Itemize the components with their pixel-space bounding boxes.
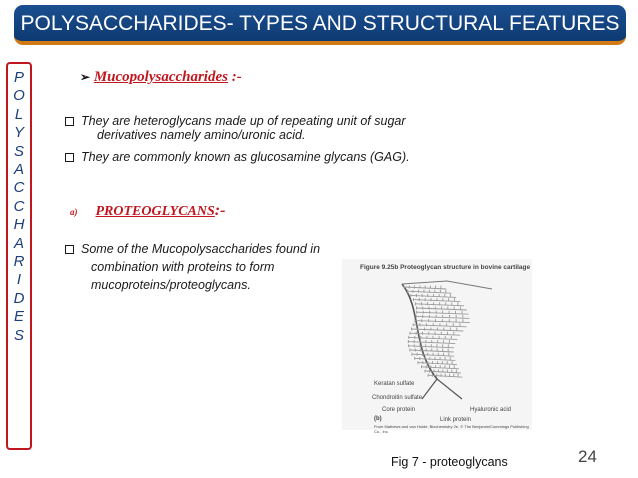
vertical-letters xyxy=(8,64,30,345)
vertical-letter: A xyxy=(13,161,24,179)
vertical-letter: C xyxy=(13,179,25,197)
subsection-marker: a) xyxy=(70,207,78,217)
figure-credit: From Mathews and van Holde: Biochemistry 2e, © The Benjamin/Cummings Publishing Co., Inc. xyxy=(374,424,529,434)
figure-label: Hyaluronic acid xyxy=(470,407,512,413)
vertical-letter: L xyxy=(14,105,24,123)
figure-panel-label: (b) xyxy=(374,416,382,422)
page-number: 24 xyxy=(578,447,597,466)
bullet-line: They are commonly known as glucosamine glycans (GAG). xyxy=(81,150,410,164)
vertical-letter: C xyxy=(13,197,25,215)
bullet-line: Some of the Mucopolysaccharides found in xyxy=(81,242,321,256)
bullet-item xyxy=(65,114,406,142)
bullet-line: They are heteroglycans made up of repeating unit of sugar xyxy=(81,114,406,128)
figure-label: Link protein xyxy=(440,417,472,423)
proteoglycan-figure xyxy=(342,259,532,434)
vertical-letter: R xyxy=(13,253,25,271)
bullet-line: mucoproteins/proteoglycans. xyxy=(91,278,251,292)
figure-title: Figure 9.25b Proteoglycan structure in bovine cartilage xyxy=(360,264,531,271)
subsection-heading xyxy=(70,202,225,220)
vertical-letter: P xyxy=(13,69,24,86)
checkbox-bullet-icon xyxy=(65,117,74,126)
bullet-line: combination with proteins to form xyxy=(91,260,275,274)
arrow-bullet-icon: ➢ xyxy=(80,70,91,84)
vertical-letter: I xyxy=(16,271,22,289)
figure-label: Core protein xyxy=(382,407,416,413)
figure-label: Chondroitin sulfate xyxy=(372,395,423,401)
vertical-letter: E xyxy=(13,308,24,326)
vertical-letter: A xyxy=(13,234,24,252)
figure-caption: Fig 7 - proteoglycans xyxy=(391,455,508,469)
bullet-line: derivatives namely amino/uronic acid. xyxy=(97,128,306,142)
section-heading-suffix: :- xyxy=(227,69,242,85)
vertical-letter: Y xyxy=(13,124,24,142)
vertical-word-box xyxy=(6,62,32,450)
section-heading-text: Mucopolysaccharides xyxy=(93,69,228,85)
vertical-letter: H xyxy=(13,216,25,234)
bullet-item xyxy=(65,150,410,164)
vertical-letter: D xyxy=(13,289,25,307)
subsection-heading-suffix: :- xyxy=(214,202,226,219)
subsection-heading-text: PROTEOGLYCANS xyxy=(95,204,215,219)
vertical-letter: O xyxy=(13,87,25,105)
slide-title-bar xyxy=(14,5,626,45)
proteoglycan-structure-illustration xyxy=(342,259,532,430)
bullet-item xyxy=(65,240,320,294)
vertical-letter: S xyxy=(13,142,24,160)
vertical-letter: S xyxy=(13,326,24,344)
section-heading xyxy=(80,69,242,86)
checkbox-bullet-icon xyxy=(65,245,74,254)
checkbox-bullet-icon xyxy=(65,153,74,162)
slide-title: POLYSACCHARIDES- TYPES AND STRUCTURAL FEATURES xyxy=(20,12,620,35)
figure-label: Keratan sulfate xyxy=(374,381,415,387)
